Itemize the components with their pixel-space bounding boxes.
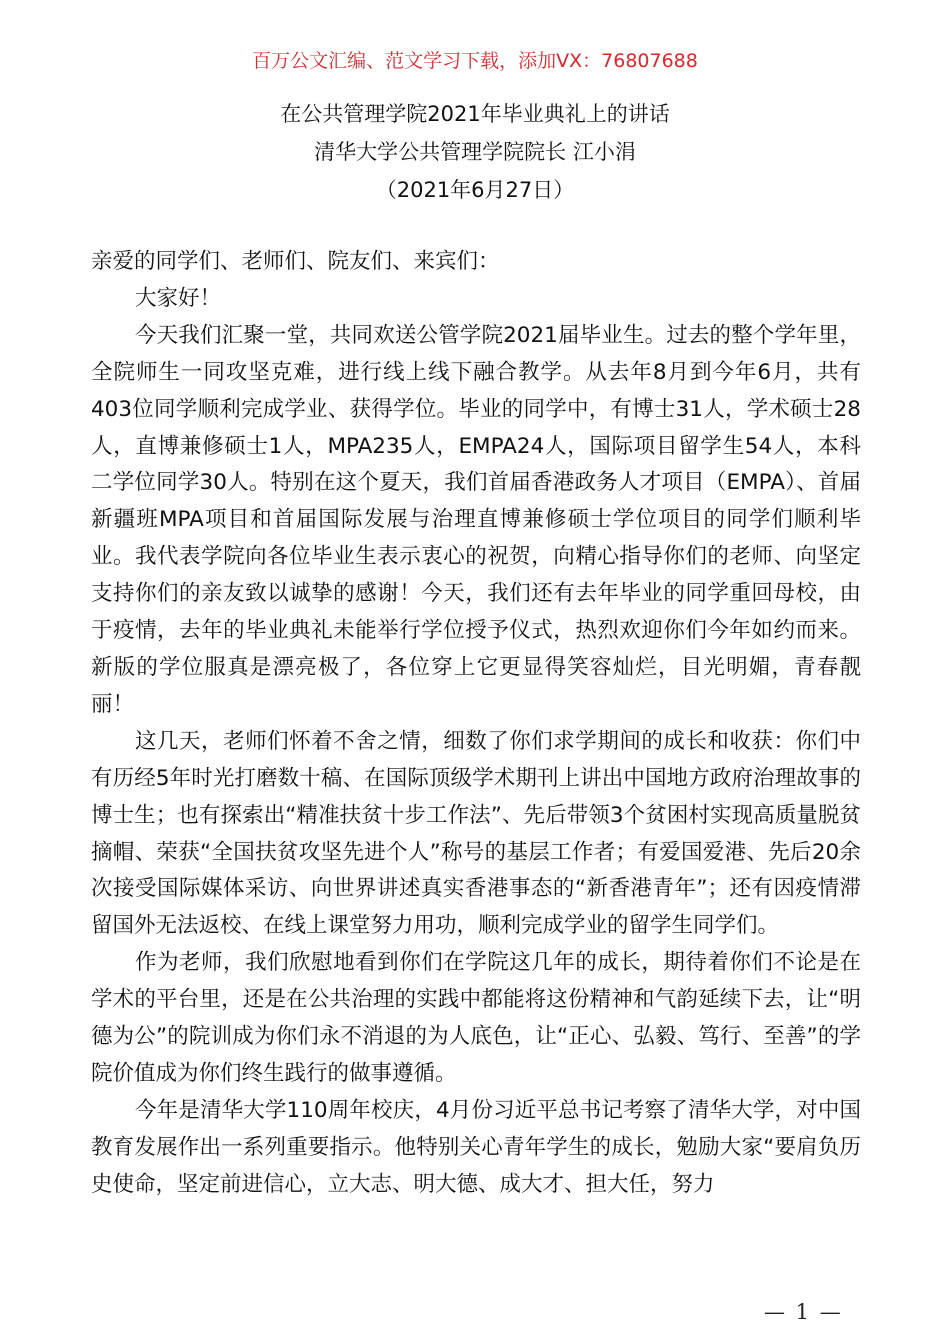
paragraph-expectations: 作为老师，我们欣慰地看到你们在学院这几年的成长，期待着你们不论是在学术的平台里，还是在公共治理的实践中都能将这份精神和气韵延续下去，让“明德为公”的院训成为你们永不消退的为人底色，让“正心、弘毅、笃行、至善”的学院价值成为你们终生践行的做事遵循。 — [91, 950, 861, 1086]
page-number: — 1 — — [764, 1300, 843, 1324]
paragraph-graduates: 今天我们汇聚一堂，共同欢送公管学院2021届毕业生。过去的整个学年里，全院师生一同攻坚克难，进行线上线下融合教学。从去年8月到今年6月，共有403位同学顺利完成学业、获得学位。毕业的同学中，有博士31人，学术硕士28人，直博兼修硕士1人，MPA235人，EMPA24人，国际项目留学生54人，本科二学位同学30人。特别在这个夏天，我们首届香港政务人才项目（EMPA）、首届新疆班MPA项目和首届国际发展与治理直博兼修硕士学位项目的同学们顺利毕业。我代表学院向各位毕业生表示衷心的祝贺，向精心指导你们的老师、向坚定支持你们的亲友致以诚挚的感谢！今天，我们还有去年毕业的同学重回母校，由于疫情，去年的毕业典礼未能举行学位授予仪式，热烈欢迎你们今年如约而来。新版的学位服真是漂亮极了，各位穿上它更显得笑容灿烂，目光明媚，青春靓丽！ — [91, 322, 861, 717]
watermark-banner: 百万公文汇编、范文学习下载，添加VX：76807688 — [252, 50, 698, 72]
date-line: （2021年6月27日） — [375, 178, 575, 202]
paragraph-anniversary: 今年是清华大学110周年校庆，4月份习近平总书记考察了清华大学，对中国教育发展作出一系列重要指示。他特别关心青年学生的成长，勉励大家“要肩负历史使命，坚定前进信心，立大志、明大德、成大才、担大任，努力 — [91, 1097, 861, 1197]
author-line: 清华大学公共管理学院院长 江小涓 — [314, 140, 636, 164]
salutation: 亲爱的同学们、老师们、院友们、来宾们： — [91, 249, 500, 274]
paragraph-greeting: 大家好！ — [135, 285, 222, 311]
paragraph-achievements: 这几天，老师们怀着不舍之情，细数了你们求学期间的成长和收获：你们中有历经5年时光打磨数十稿、在国际顶级学术期刊上讲出中国地方政府治理故事的博士生；也有探索出“精准扶贫十步工作法”、先后带领3个贫困村实现高质量脱贫摘帽、荣获“全国扶贫攻坚先进个人”称号的基层工作者；有爱国爱港、先后20余次接受国际媒体采访、向世界讲述真实香港事态的“新香港青年”；还有因疫情滞留国外无法返校、在线上课堂努力用功，顺利完成学业的留学生同学们。 — [91, 728, 861, 939]
document-body — [91, 244, 861, 1204]
document-title: 在公共管理学院2021年毕业典礼上的讲话 — [280, 102, 670, 126]
